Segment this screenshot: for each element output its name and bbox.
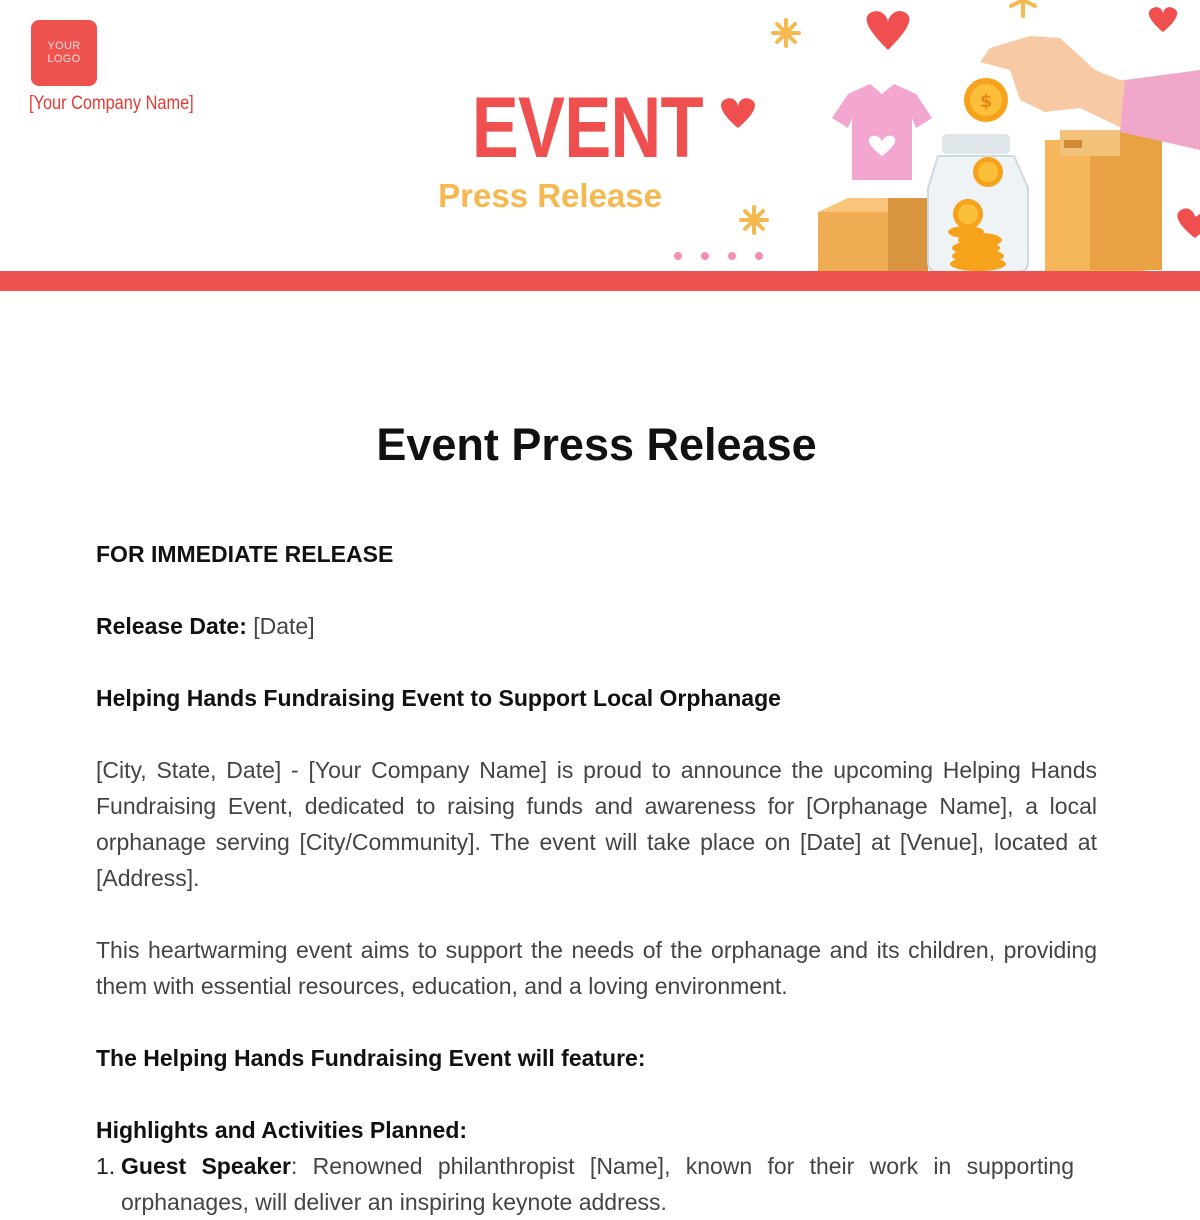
heart-icon bbox=[867, 11, 910, 50]
banner-title-wrap bbox=[400, 80, 703, 176]
sparkle-icon bbox=[1011, 0, 1035, 16]
list-item-text bbox=[121, 1148, 1074, 1220]
header-divider-bar bbox=[0, 271, 1200, 291]
list-item-body: : Renowned philanthropist [Name], known for their work in supporting orphanages, will deliver an inspiring keynote address. bbox=[121, 1153, 1074, 1215]
release-date-label: Release Date: bbox=[96, 613, 247, 639]
paragraph-intro: [City, State, Date] - [Your Company Name] is proud to announce the upcoming Helping Hands Fundraising Event, dedicated to raising funds and awareness for [Orphanage Name], a local orphanage serving [City/Community]. The event will take place on [Date] at [Venue], located at [Address]. bbox=[96, 757, 1097, 891]
coin-icon bbox=[973, 157, 1003, 187]
list-item-label: Guest Speaker bbox=[121, 1153, 291, 1179]
paragraph-aims: This heartwarming event aims to support the needs of the orphanage and its children, providing them with essential resources, education, and a loving environment. bbox=[96, 937, 1097, 999]
coin-icon bbox=[964, 78, 1008, 122]
logo-line-1: YOUR bbox=[47, 40, 81, 52]
dots-decoration bbox=[674, 252, 763, 260]
banner-title: EVENT bbox=[471, 80, 703, 176]
features-heading: The Helping Hands Fundraising Event will feature: bbox=[96, 1045, 646, 1071]
company-name: [Your Company Name] bbox=[29, 93, 194, 114]
sparkle-icon bbox=[773, 20, 799, 46]
heart-icon bbox=[721, 98, 755, 128]
highlights-heading: Highlights and Activities Planned: bbox=[96, 1117, 468, 1143]
heart-icon bbox=[1149, 7, 1177, 32]
logo-line-2: LOGO bbox=[47, 53, 81, 65]
document-title: Event Press Release bbox=[376, 419, 817, 470]
immediate-release-label: FOR IMMEDIATE RELEASE bbox=[96, 541, 394, 567]
banner-subtitle: Press Release bbox=[438, 177, 662, 214]
release-date-value: [Date] bbox=[253, 613, 315, 639]
release-date-line bbox=[96, 608, 1097, 644]
list-item-number: 1. bbox=[96, 1153, 116, 1179]
company-logo[interactable] bbox=[31, 20, 97, 86]
sparkle-icon bbox=[741, 207, 767, 233]
donation-illustration bbox=[650, 0, 1200, 272]
svg-text:$: $ bbox=[979, 91, 993, 112]
headline: Helping Hands Fundraising Event to Support Local Orphanage bbox=[96, 685, 781, 711]
heart-icon bbox=[1177, 208, 1200, 238]
tshirt-icon bbox=[832, 84, 932, 180]
coin-icon bbox=[953, 199, 983, 229]
header-banner bbox=[0, 0, 1200, 292]
